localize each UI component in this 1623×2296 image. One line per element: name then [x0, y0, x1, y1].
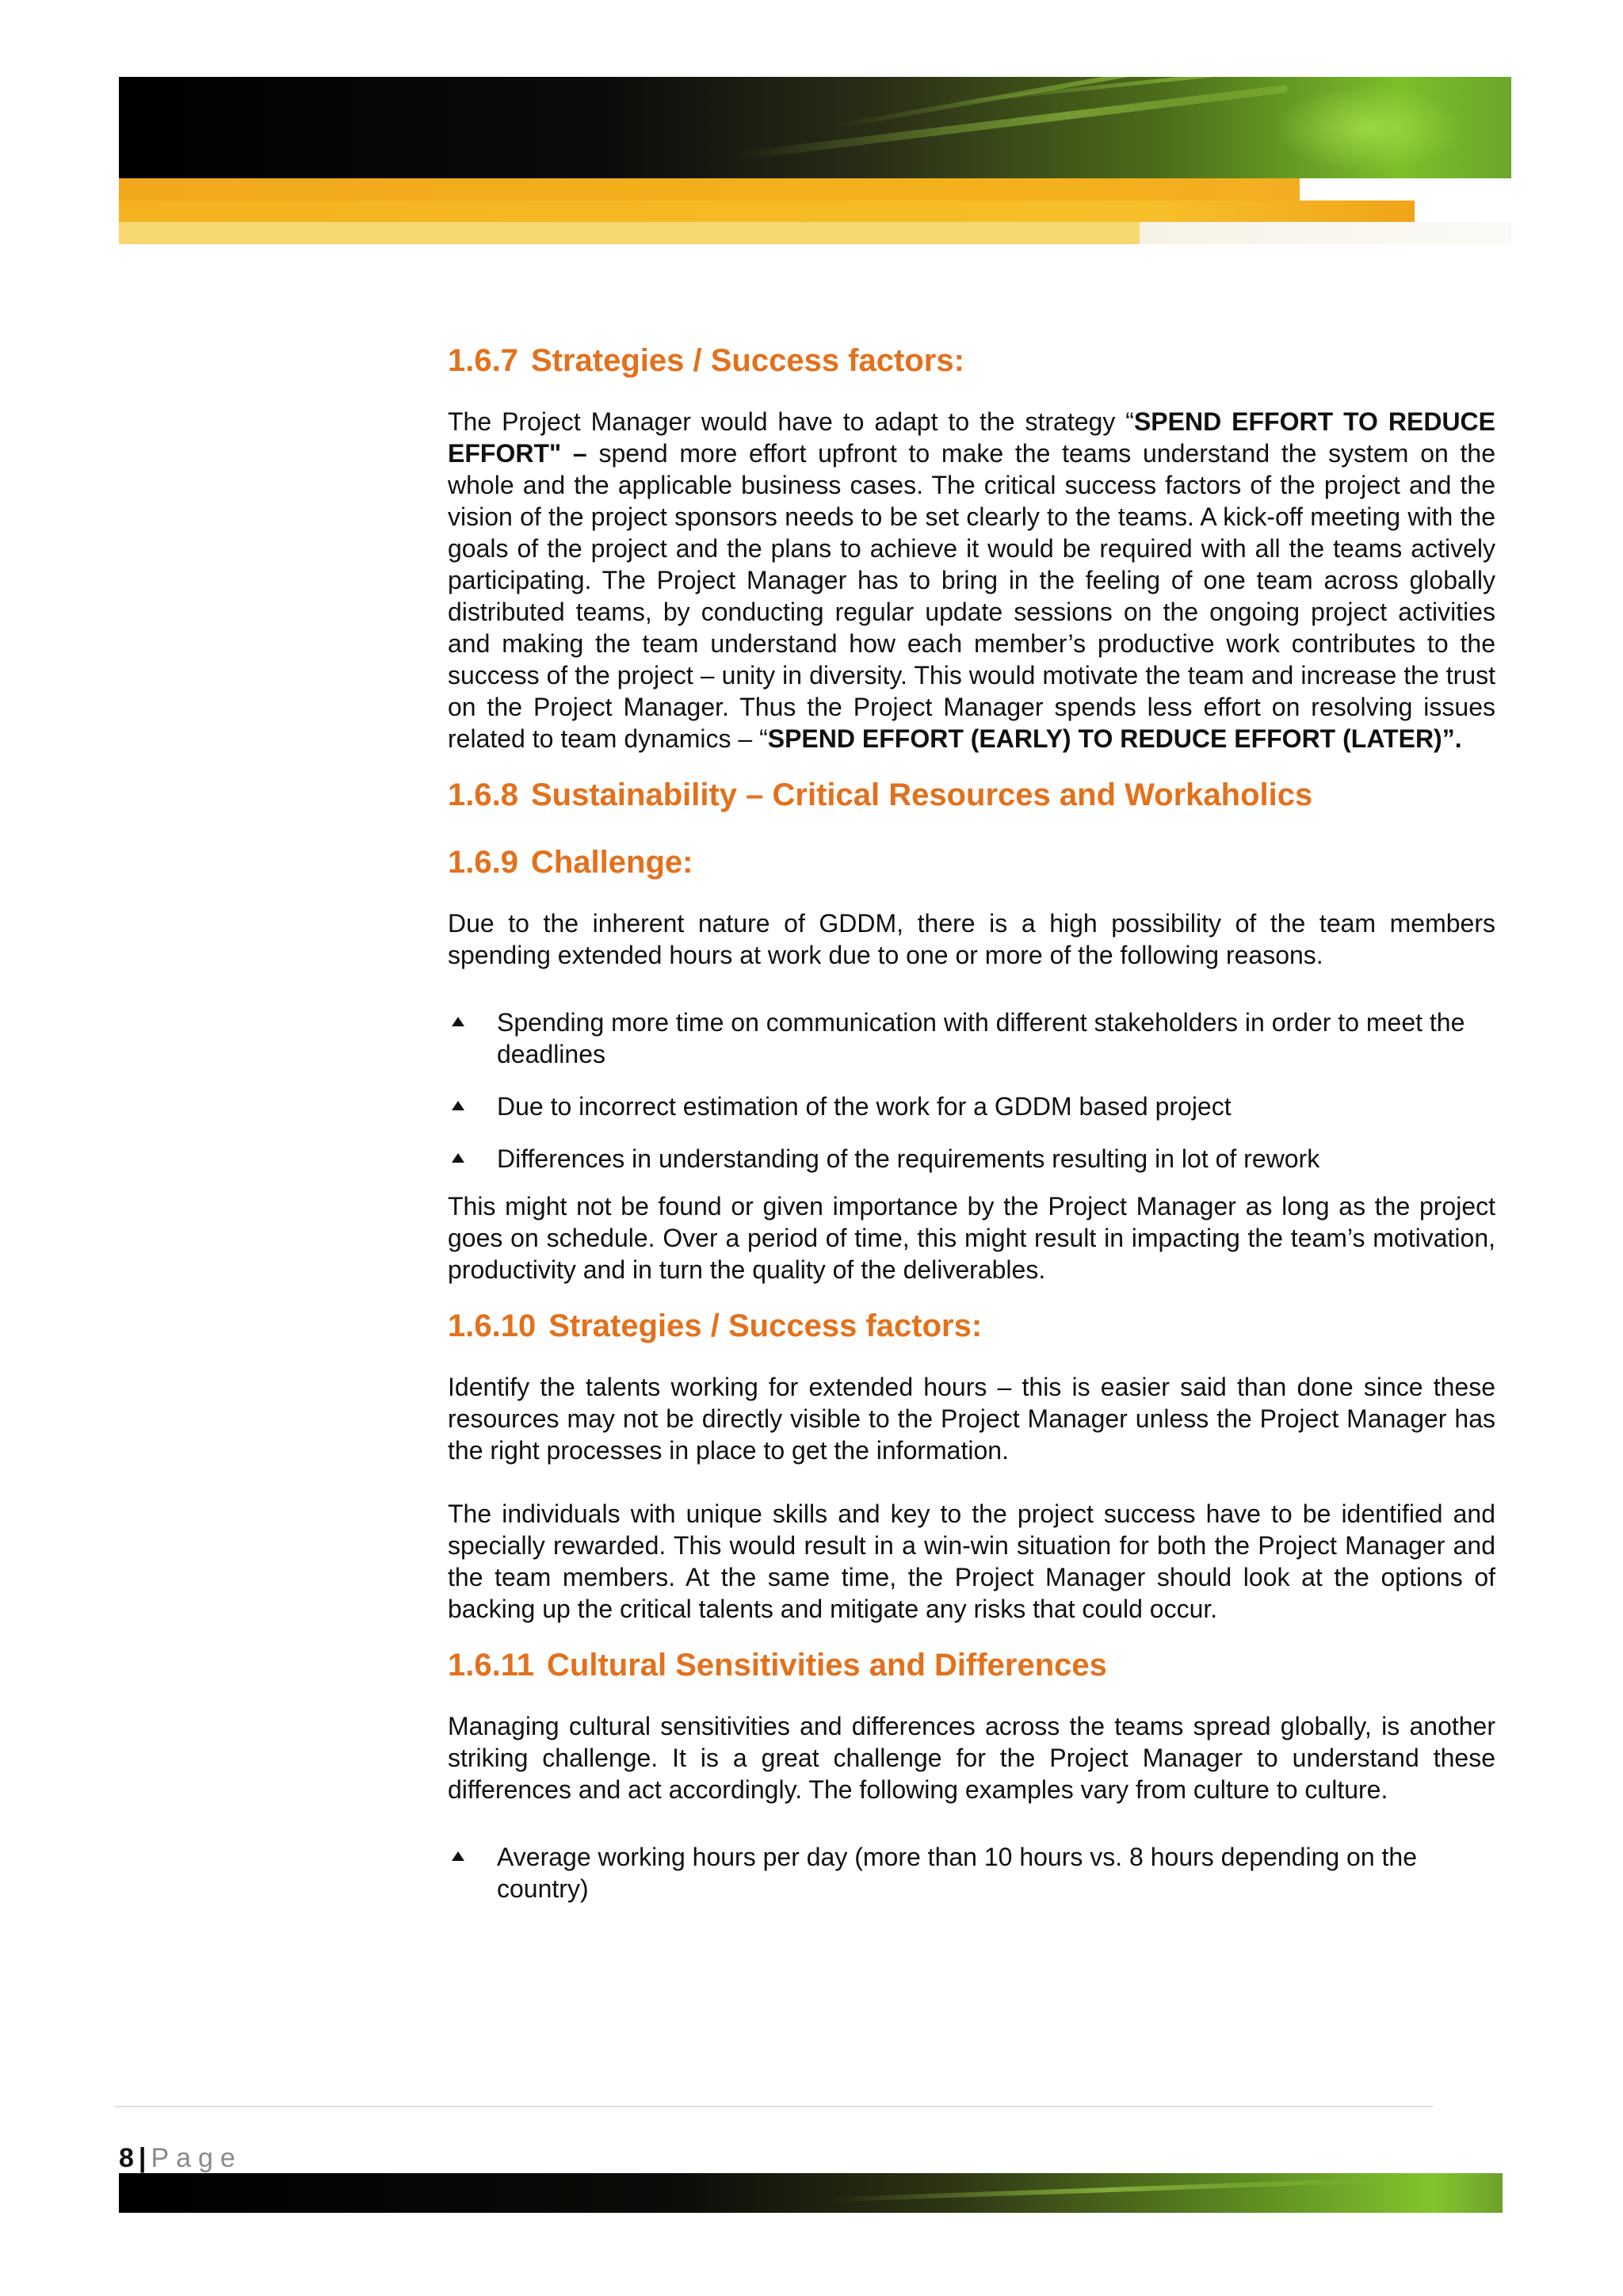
page-separator: |	[138, 2143, 147, 2173]
list-item-text: Spending more time on communication with different stakeholders in order to meet the deadlines	[497, 1008, 1465, 1068]
paragraph-1-6-9-outro: This might not be found or given importance by the Project Manager as long as the project goes on schedule. Over a period of time, this might result in impacting the team’s motivation, productivity and in turn the quality of the deliverables.	[448, 1192, 1495, 1284]
page-number: 8	[119, 2143, 134, 2173]
section-title: Sustainability – Critical Resources and Workaholics	[530, 777, 1313, 812]
paragraph-1-6-7	[448, 406, 1495, 755]
banner-streak	[831, 77, 1300, 129]
list-item-text: Differences in understanding of the requirements resulting in lot of rework	[497, 1144, 1320, 1173]
paragraph-1-6-10-b: The individuals with unique skills and key to the project success have to be identified and specially rewarded. This would result in a win-win situation for both the Project Manager and the team members. At the same time, the Project Manager should look at the options of backing up the critical talents and mitigate any risks that could occur.	[448, 1499, 1495, 1623]
header-banner	[119, 77, 1511, 178]
section-title: Challenge:	[530, 845, 693, 880]
section-heading-1-6-9	[448, 842, 1495, 882]
text-run: spend more effort upfront to make the teams understand the system on the whole and the applicable business cases. The critical success factors of the project and the vision of the project sponsors needs to be set clearly to the teams. A kick-off meeting with the goals of the project and the plans to achieve it would be required with all the teams actively participating. The Project Manager has to bring in the feeling of one team across globally distributed teams, by conducting regular update sessions on the ongoing project activities and making the team understand how each member’s productive work contributes to the success of the project – unity in diversity. This would motivate the team and increase the trust on the Project Manager. Thus the Project Manager spends less effort on resolving issues related to team dynamics – “	[448, 439, 1496, 753]
header-fade-stripe	[1140, 222, 1511, 244]
section-heading-1-6-7	[448, 341, 1495, 380]
page-footer-label	[119, 2142, 242, 2174]
bullet-icon	[452, 1017, 464, 1026]
section-title: Cultural Sensitivities and Differences	[547, 1648, 1107, 1683]
paragraph-1-6-10-a: Identify the talents working for extended hours – this is easier said than done since these resources may not be directly visible to the Project Manager unless the Project Manager has the right processes in place to get the information.	[448, 1373, 1495, 1465]
list-item	[448, 1143, 1495, 1175]
header-orange-stripe-2	[119, 201, 1415, 222]
section-heading-1-6-8	[448, 775, 1495, 815]
footer-banner	[119, 2173, 1503, 2213]
list-item	[448, 1007, 1495, 1070]
bullet-list-reasons	[448, 1007, 1495, 1175]
text-run: The Project Manager would have to adapt to the strategy “	[448, 407, 1134, 436]
section-title: Strategies / Success factors:	[530, 343, 964, 378]
emphasis-text: SPEND EFFORT TO REDUCE EFFORT" –	[448, 407, 1496, 468]
page-word: Page	[151, 2143, 242, 2173]
footer-streak	[832, 2178, 1387, 2202]
emphasis-text: SPEND EFFORT (EARLY) TO REDUCE EFFORT (LATER)”.	[767, 724, 1462, 753]
section-number: 1.6.11	[448, 1648, 535, 1683]
section-heading-1-6-11	[448, 1645, 1495, 1685]
paragraph-1-6-11: Managing cultural sensitivities and differences across the teams spread globally, is another striking challenge. It is a great challenge for the Project Manager to understand these differences and act accordingly. The following examples vary from culture to culture.	[448, 1712, 1495, 1804]
bullet-icon	[452, 1101, 464, 1110]
bullet-icon	[452, 1153, 464, 1163]
list-item-text: Due to incorrect estimation of the work for a GDDM based project	[497, 1092, 1232, 1121]
header-yellow-stripe	[119, 222, 1140, 244]
section-number: 1.6.7	[448, 343, 518, 378]
section-number: 1.6.9	[448, 845, 518, 880]
document-body	[448, 341, 1495, 1904]
list-item	[448, 1091, 1495, 1122]
section-title: Strategies / Success factors:	[548, 1308, 983, 1343]
section-number: 1.6.8	[448, 777, 518, 812]
footer-divider	[115, 2106, 1433, 2107]
paragraph-1-6-9-intro: Due to the inherent nature of GDDM, there is a high possibility of the team members spending extended hours at work due to one or more of the following reasons.	[448, 909, 1495, 969]
list-item	[448, 1841, 1495, 1904]
bullet-icon	[452, 1851, 464, 1861]
list-item-text: Average working hours per day (more than 10 hours vs. 8 hours depending on the country)	[497, 1843, 1418, 1903]
banner-glow	[1274, 85, 1464, 172]
bullet-list-cultural	[448, 1841, 1495, 1904]
header-orange-stripe	[119, 178, 1300, 201]
section-number: 1.6.10	[448, 1308, 537, 1343]
section-heading-1-6-10	[448, 1306, 1495, 1346]
